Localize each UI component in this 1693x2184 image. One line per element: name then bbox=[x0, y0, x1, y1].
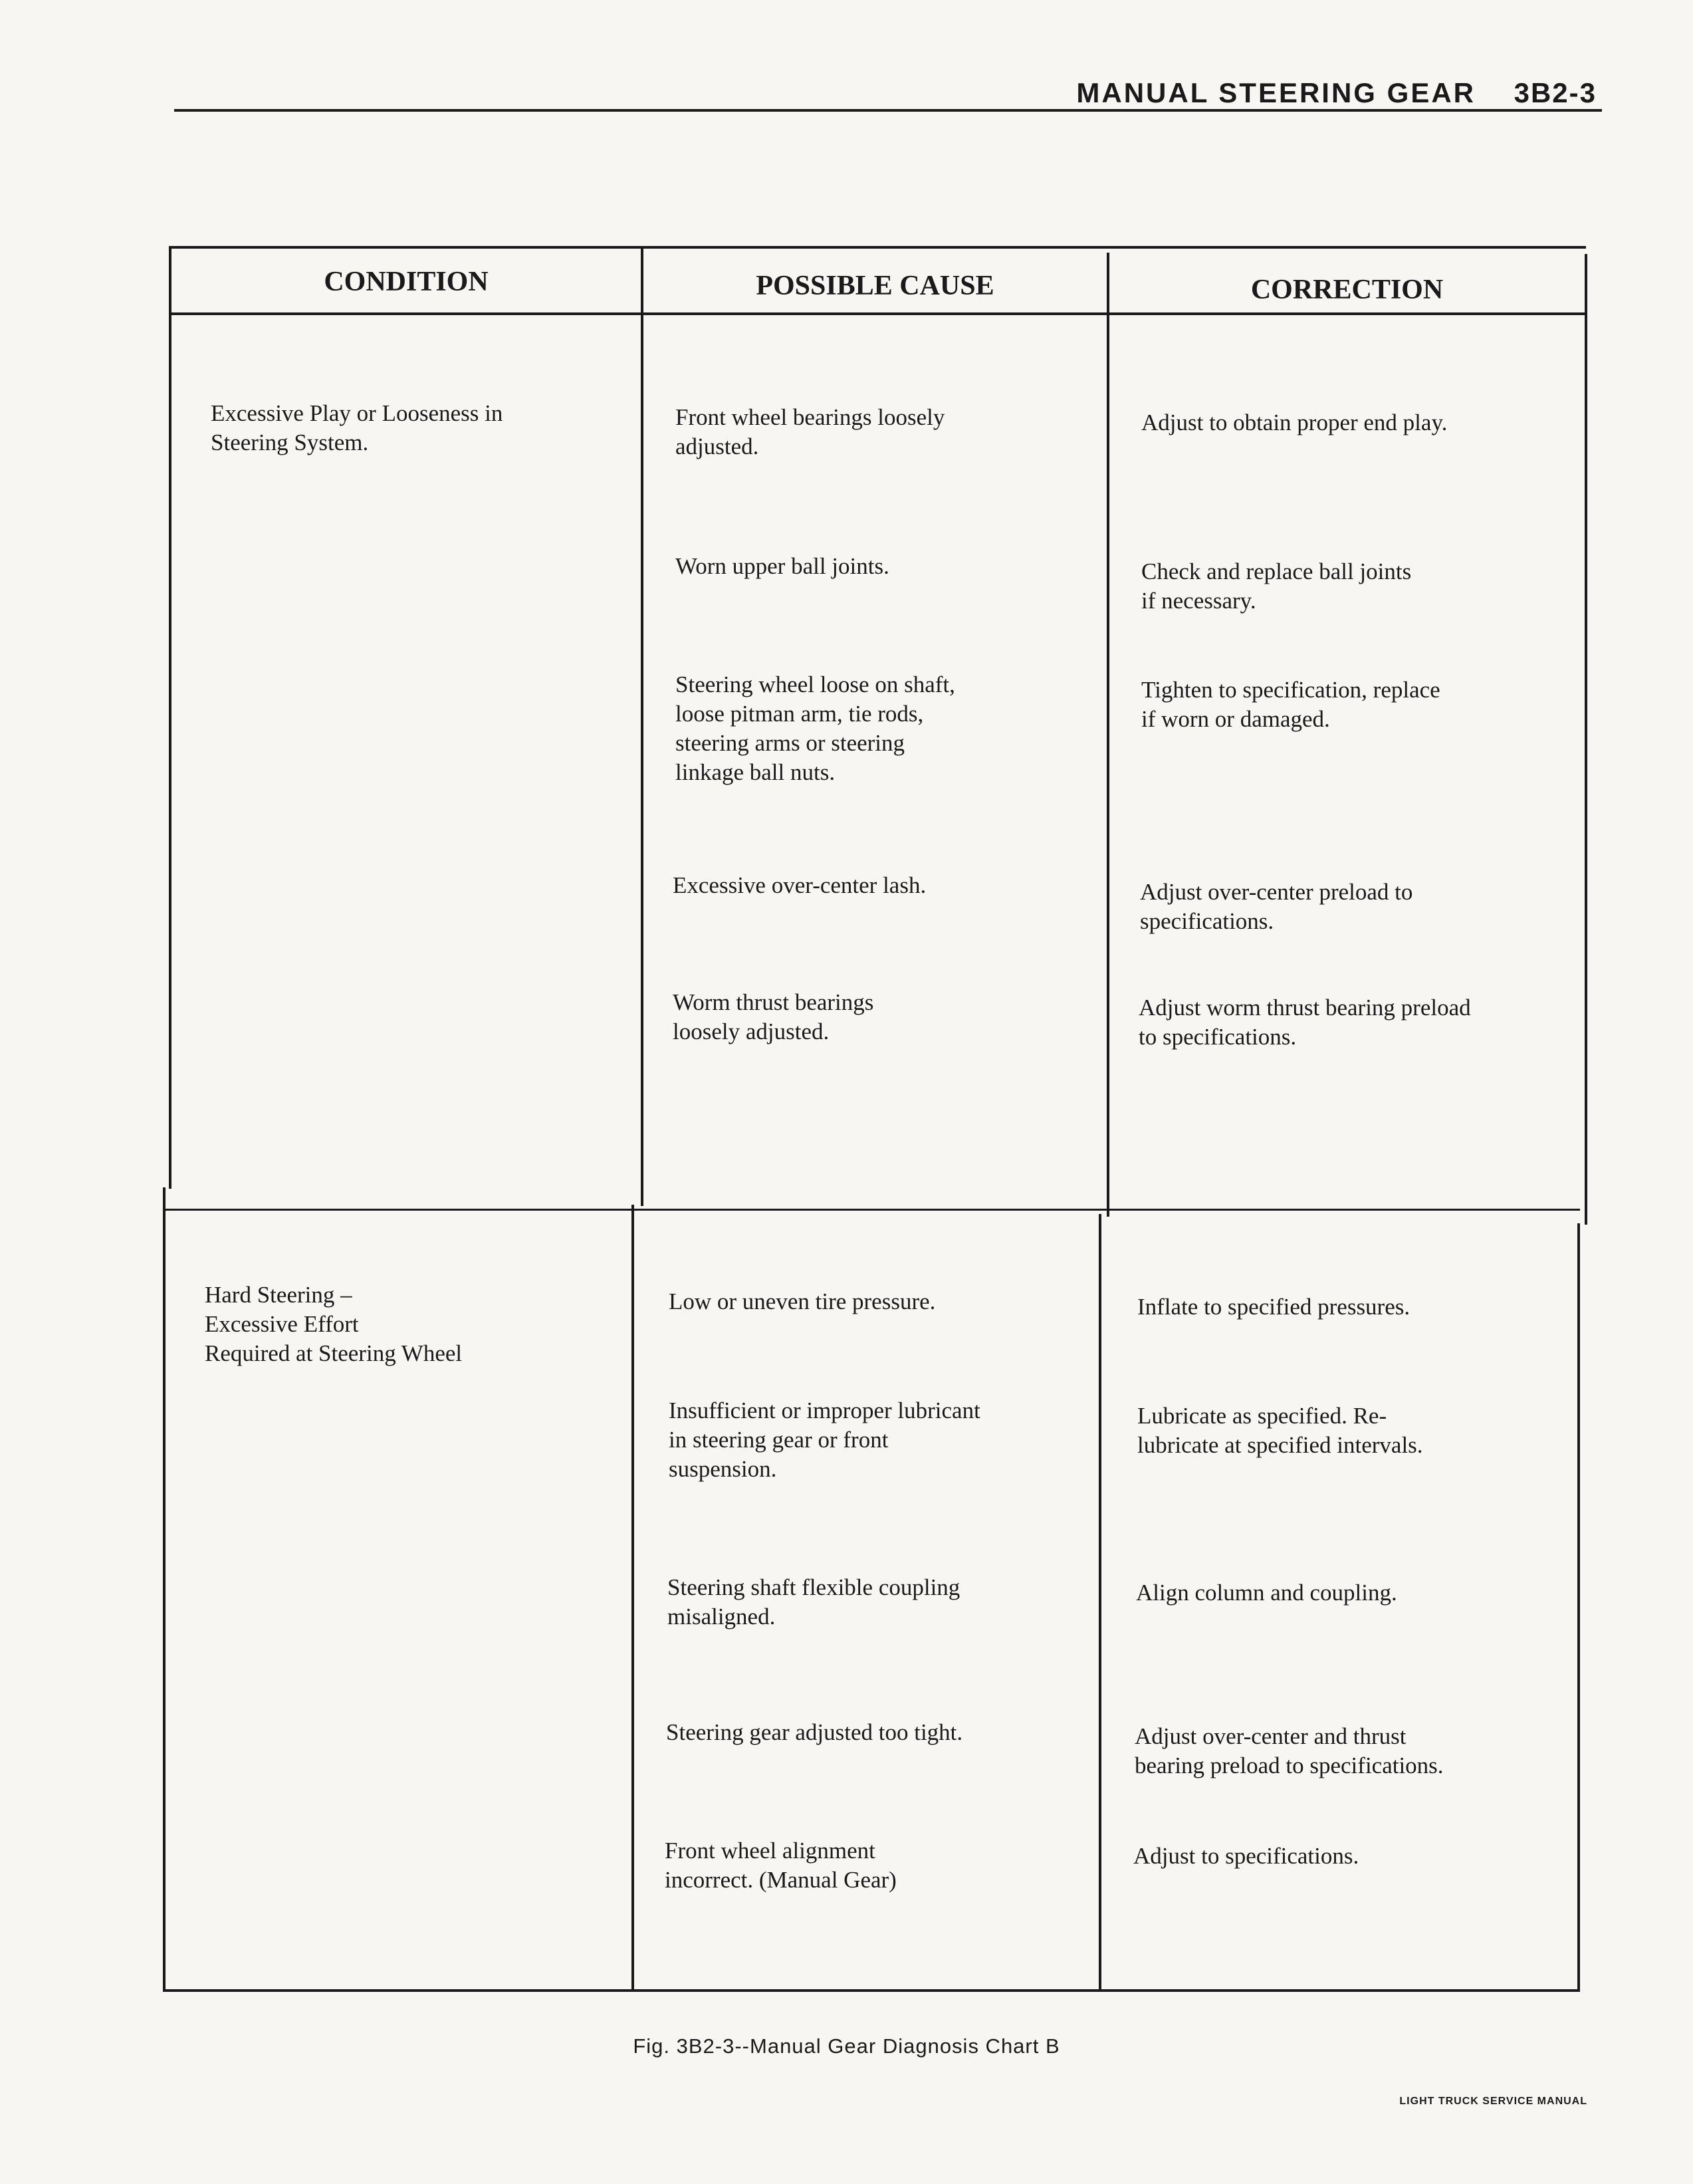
correction-cell: Align column and coupling. bbox=[1136, 1580, 1397, 1606]
table-border-right-lower bbox=[1577, 1223, 1580, 1992]
condition-cell: Hard Steering – Excessive Effort Required at Steering Wheel bbox=[205, 1282, 463, 1366]
header-rule bbox=[174, 109, 1602, 112]
correction-cell: Lubricate as specified. Re- lubricate at specified intervals. bbox=[1137, 1403, 1423, 1458]
correction-cell: Check and replace ball joints if necessary. bbox=[1141, 558, 1412, 614]
cause-cell: Insufficient or improper lubricant in steering gear or front suspension. bbox=[669, 1397, 980, 1482]
group-divider bbox=[166, 1209, 1580, 1211]
cause-cell: Worm thrust bearings loosely adjusted. bbox=[673, 989, 874, 1044]
table-border-right bbox=[1585, 254, 1587, 1225]
cause-cell: Steering gear adjusted too tight. bbox=[666, 1719, 963, 1745]
header-correction: CORRECTION bbox=[1250, 275, 1444, 305]
correction-cell: Inflate to specified pressures. bbox=[1137, 1294, 1411, 1320]
table-border-bottom bbox=[163, 1989, 1580, 1992]
table-border-left-lower bbox=[163, 1187, 166, 1992]
correction-cell: Adjust worm thrust bearing preload to specifications. bbox=[1139, 995, 1471, 1050]
column-divider-1 bbox=[641, 249, 643, 1206]
correction-cell: Adjust to obtain proper end play. bbox=[1141, 410, 1448, 435]
header-underline bbox=[171, 312, 1586, 315]
header-condition: CONDITION bbox=[324, 267, 489, 297]
cause-cell: Front wheel alignment incorrect. (Manual Gear) bbox=[665, 1838, 897, 1893]
cause-cell: Worn upper ball joints. bbox=[675, 553, 889, 579]
column-divider-2 bbox=[1107, 253, 1109, 1217]
section-title: MANUAL STEERING GEAR bbox=[1076, 77, 1476, 108]
correction-cell: Adjust over-center and thrust bearing preload to specifications. bbox=[1135, 1723, 1444, 1778]
header-possible-cause: POSSIBLE CAUSE bbox=[756, 271, 994, 301]
correction-cell: Adjust to specifications. bbox=[1133, 1843, 1359, 1869]
correction-cell: Tighten to specification, replace if worn or damaged. bbox=[1141, 677, 1440, 732]
footer-manual-name: LIGHT TRUCK SERVICE MANUAL bbox=[1399, 2096, 1587, 2107]
column-divider-1-lower bbox=[631, 1205, 634, 1992]
cause-cell: Steering shaft flexible coupling misaligned. bbox=[667, 1574, 960, 1630]
condition-cell: Excessive Play or Looseness in Steering System. bbox=[211, 400, 503, 455]
page-number: 3B2-3 bbox=[1514, 77, 1597, 108]
table-border-left bbox=[169, 246, 171, 1189]
cause-cell: Front wheel bearings loosely adjusted. bbox=[675, 404, 945, 459]
figure-caption: Fig. 3B2-3--Manual Gear Diagnosis Chart B bbox=[633, 2034, 1060, 2058]
table-border-top bbox=[171, 246, 1586, 249]
cause-cell: Steering wheel loose on shaft, loose pitman arm, tie rods, steering arms or steering linkage ball nuts. bbox=[675, 671, 955, 785]
cause-cell: Low or uneven tire pressure. bbox=[669, 1288, 936, 1314]
correction-cell: Adjust over-center preload to specifications. bbox=[1140, 879, 1413, 934]
column-divider-2-lower bbox=[1099, 1214, 1101, 1992]
cause-cell: Excessive over-center lash. bbox=[673, 872, 927, 898]
